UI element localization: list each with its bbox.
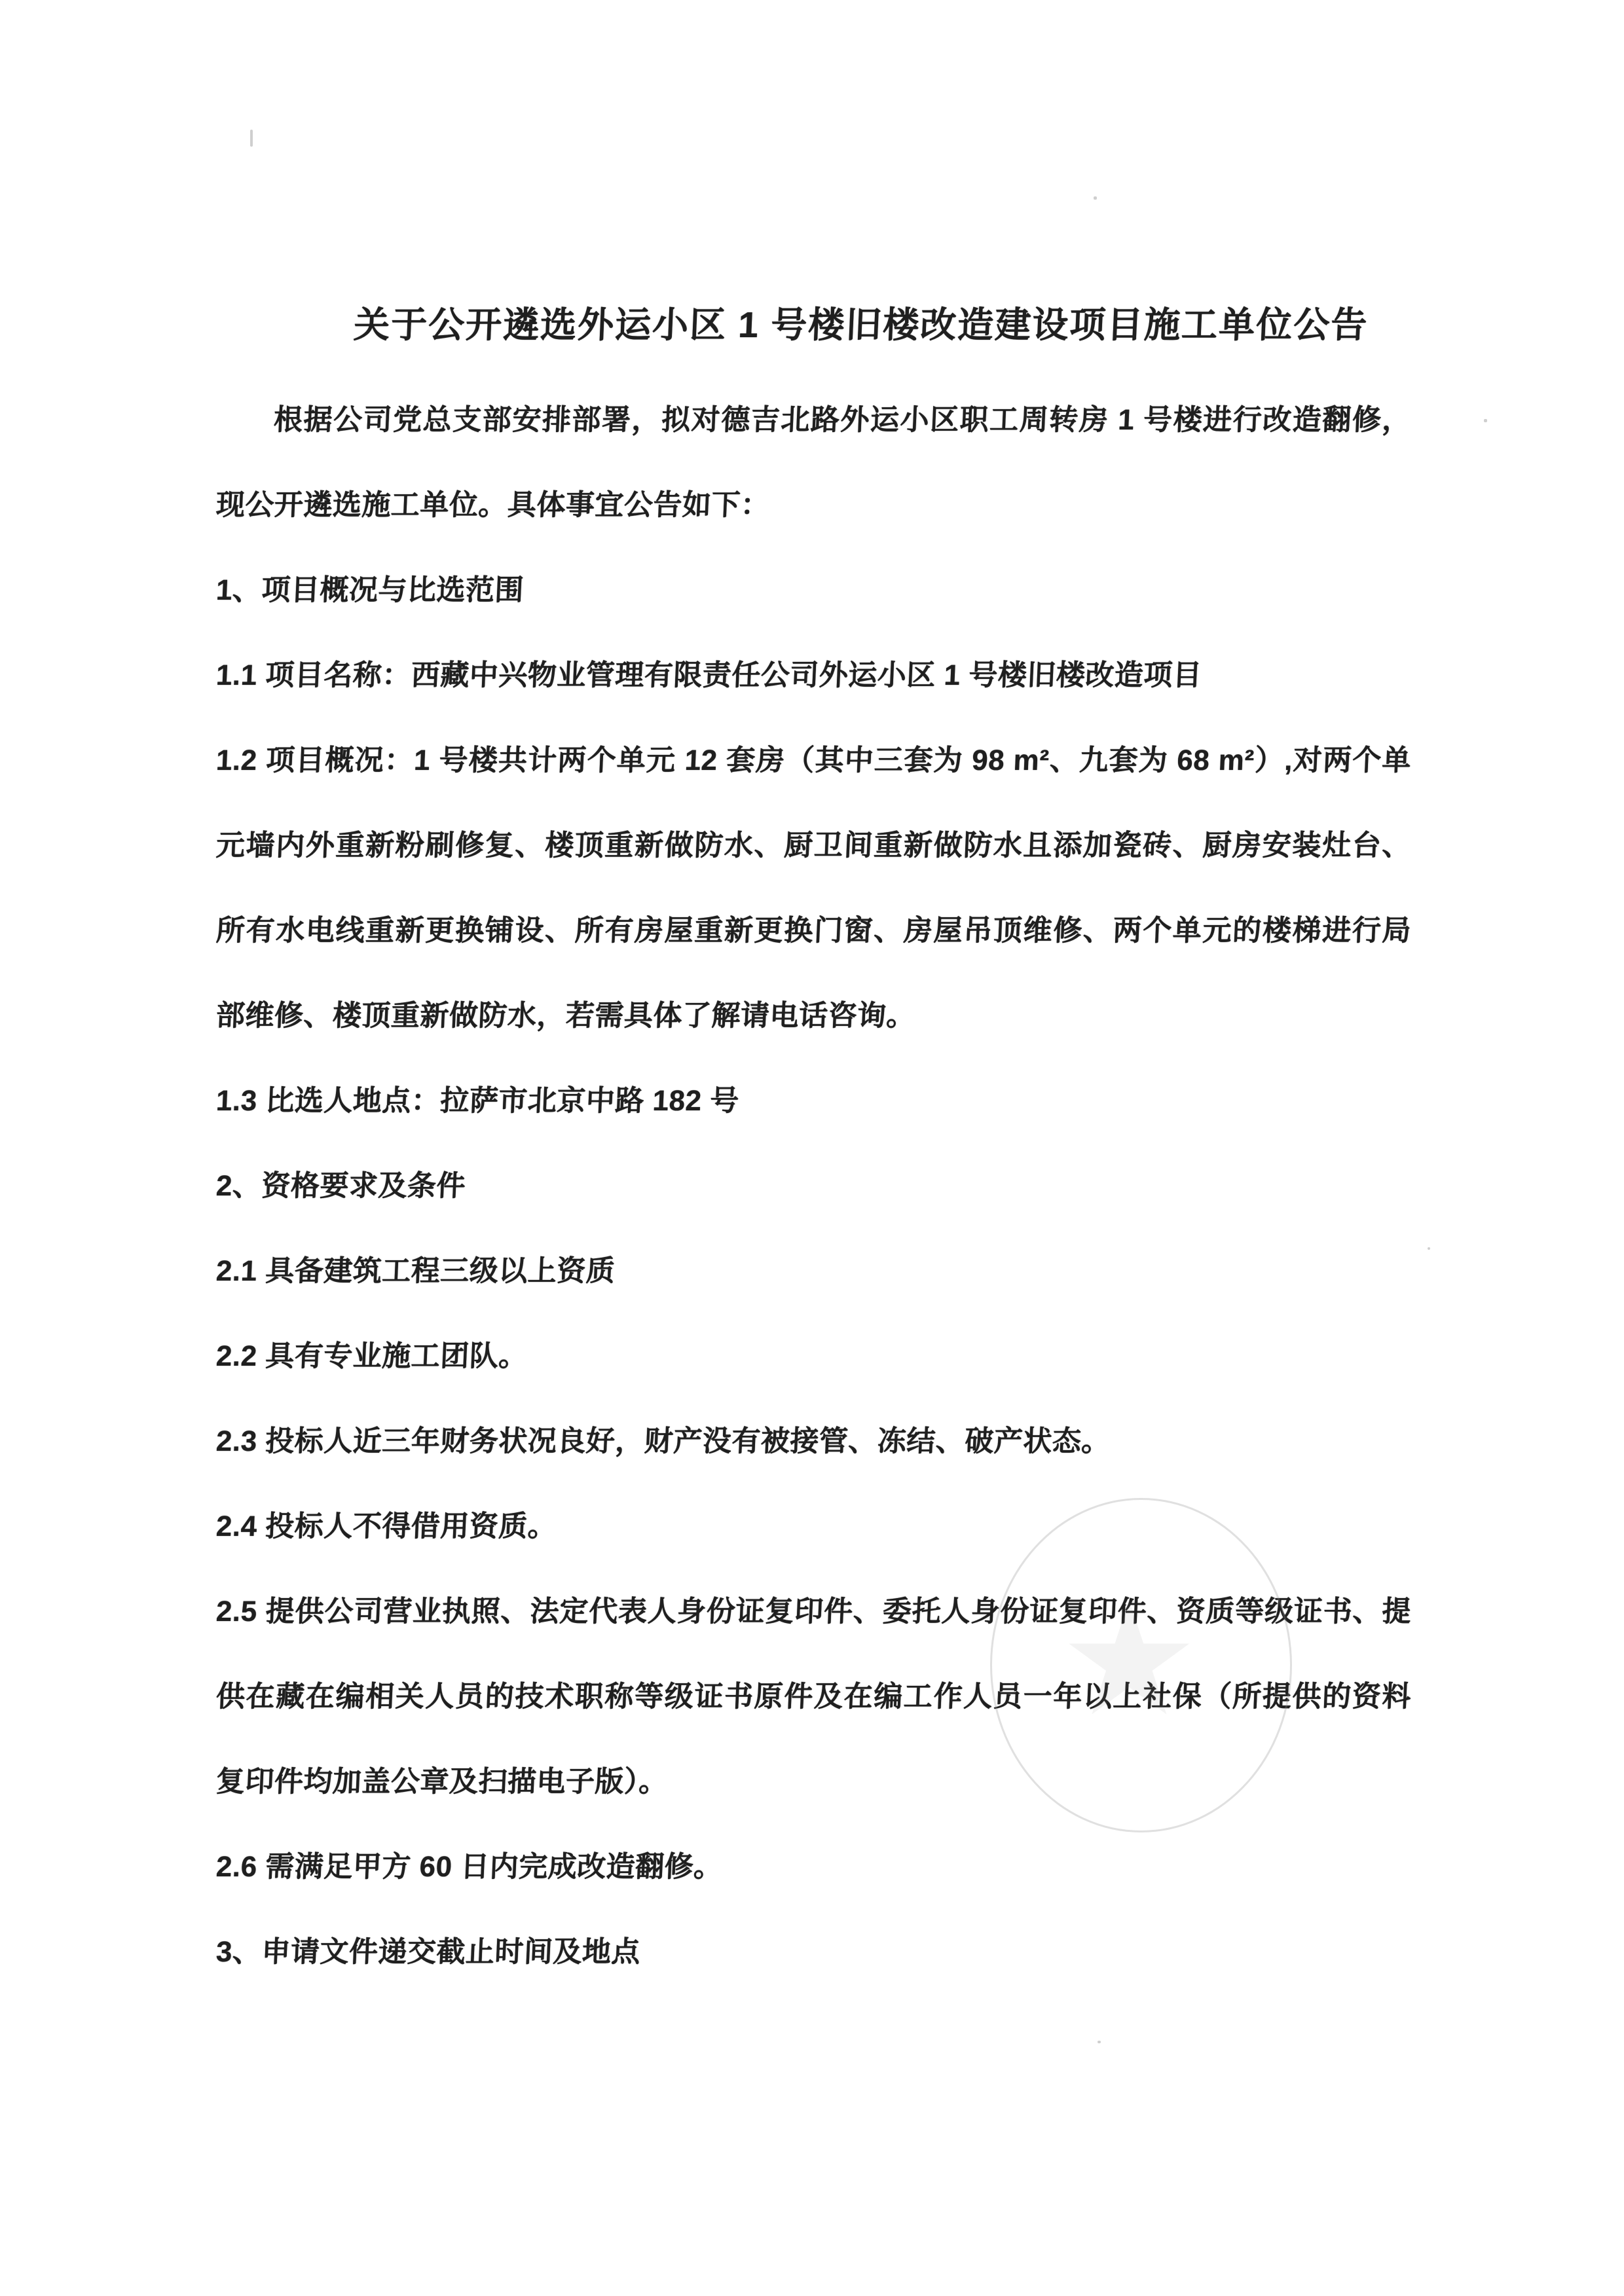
text-line: 1.3 比选人地点：拉萨市北京中路 182 号 xyxy=(215,1085,740,1117)
text-line: 1.1 项目名称：西藏中兴物业管理有限责任公司外运小区 1 号楼旧楼改造项目 xyxy=(215,659,1203,691)
text-line: 2.2 具有专业施工团队。 xyxy=(215,1340,528,1372)
text-line: 元墙内外重新粉刷修复、楼顶重新做防水、厨卫间重新做防水且添加瓷砖、厨房安装灶台、 xyxy=(215,829,1412,862)
text-line: 1、项目概况与比选范围 xyxy=(215,574,525,606)
text-line: 2.1 具备建筑工程三级以上资质 xyxy=(215,1255,616,1287)
scan-speck xyxy=(1094,196,1097,200)
text-line: 供在藏在编相关人员的技术职称等级证书原件及在编工作人员一年以上社保（所提供的资料 xyxy=(215,1681,1412,1713)
text-line: 1.2 项目概况：1 号楼共计两个单元 12 套房（其中三套为 98 m²、九套为 68 m²）,对两个单 xyxy=(215,744,1412,776)
text-line: 2.3 投标人近三年财务状况良好，财产没有被接管、冻结、破产状态。 xyxy=(215,1425,1111,1457)
text-line: 2.4 投标人不得借用资质。 xyxy=(215,1510,558,1542)
text-line: 3、申请文件递交截止时间及地点 xyxy=(215,1936,642,1968)
text-line: 复印件均加盖公章及扫描电子版）。 xyxy=(215,1766,669,1798)
text-line: 现公开遴选施工单位。具体事宜公告如下： xyxy=(215,489,771,521)
faint-seal-circle xyxy=(990,1498,1292,1832)
text-line: 2、资格要求及条件 xyxy=(215,1170,467,1202)
scan-speck xyxy=(1098,2041,1101,2043)
scan-speck xyxy=(1428,1247,1430,1250)
scan-speck xyxy=(1484,419,1487,422)
text-line: 根据公司党总支部安排部署，拟对德吉北路外运小区职工周转房 1 号楼进行改造翻修， xyxy=(272,404,1412,436)
text-line: 所有水电线重新更换铺设、所有房屋重新更换门窗、房屋吊顶维修、两个单元的楼梯进行局 xyxy=(215,915,1412,947)
text-line: 2.6 需满足甲方 60 日内完成改造翻修。 xyxy=(215,1851,724,1883)
scan-speck xyxy=(250,130,253,147)
text-line: 2.5 提供公司营业执照、法定代表人身份证复印件、委托人身份证复印件、资质等级证书、提 xyxy=(215,1595,1412,1628)
document-title: 关于公开遴选外运小区 1 号楼旧楼改造建设项目施工单位公告 xyxy=(352,304,1369,345)
text-line: 部维修、楼顶重新做防水，若需具体了解请电话咨询。 xyxy=(215,1000,917,1032)
seal-star-icon: ★ xyxy=(1058,1571,1200,1747)
